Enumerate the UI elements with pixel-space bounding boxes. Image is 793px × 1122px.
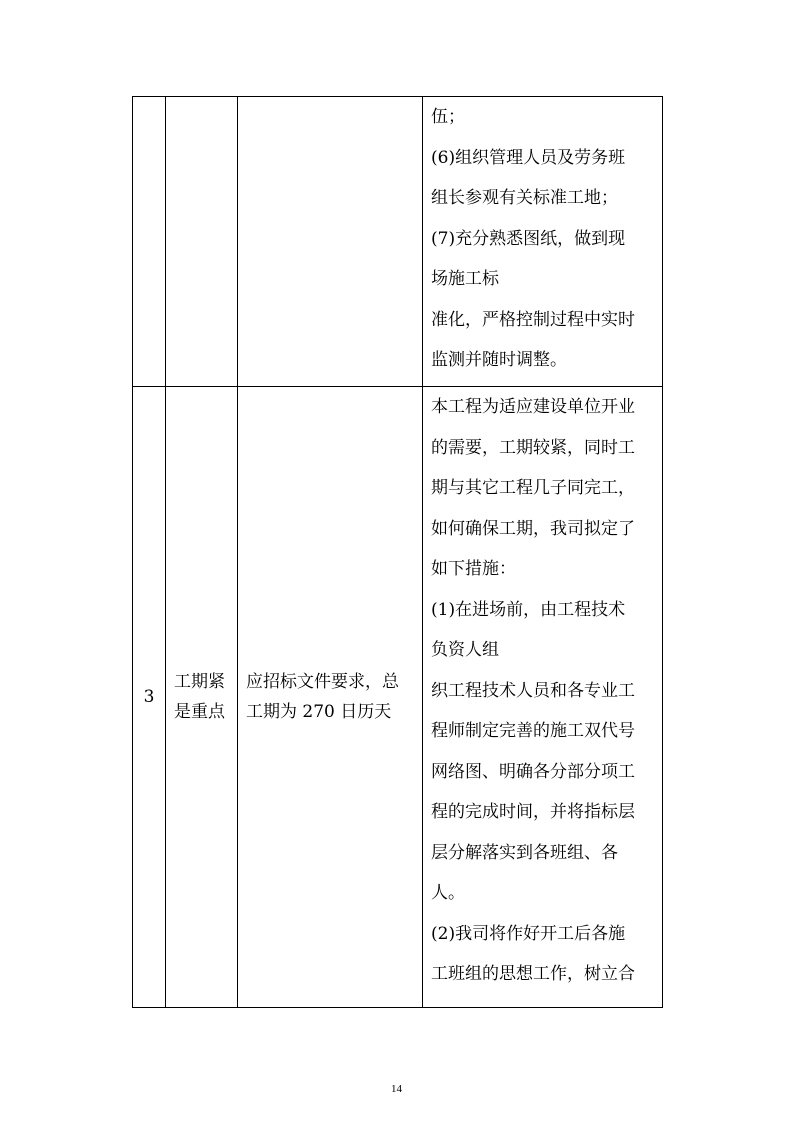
measure-line: 本工程为适应建设单位开业 <box>431 397 635 417</box>
measure-line: 准化，严格控制过程中实时 <box>431 309 635 330</box>
measure-line: 网络图、明确各分部分项工 <box>431 761 635 782</box>
measure-line: (6)组织管理人员及劳务班 <box>431 147 626 168</box>
row-measure-cell <box>423 387 663 1008</box>
row-measure-cell <box>423 97 663 387</box>
measure-line: 组长参观有关标准工地； <box>431 188 618 208</box>
measure-line: 程师制定完善的施工双代号 <box>431 721 635 741</box>
table-row <box>133 387 663 1008</box>
measure-line: (2)我司将作好开工后各施 <box>431 923 626 944</box>
title-line: 是重点 <box>174 702 225 722</box>
measure-line: 如下措施： <box>431 559 516 579</box>
measure-line: 的需要，工期较紧，同时工 <box>431 437 635 458</box>
row-requirement-cell <box>238 97 423 387</box>
measure-line: 织工程技术人员和各专业工 <box>431 680 635 701</box>
requirement-line: 应招标文件要求，总 <box>246 672 399 692</box>
measure-line: 场施工标 <box>431 269 499 289</box>
row-number-cell <box>133 97 166 387</box>
measure-line: (1)在进场前，由工程技术 <box>431 599 626 620</box>
row-number-cell: 3 <box>133 387 166 1008</box>
measure-line: 如何确保工期，我司拟定了 <box>431 518 635 539</box>
page-number: 14 <box>391 1083 402 1095</box>
measures-table <box>132 96 663 1008</box>
measure-line: (7)充分熟悉图纸，做到现 <box>431 228 626 249</box>
row-title-cell <box>166 97 238 387</box>
measure-line: 伍； <box>431 107 465 127</box>
measure-line: 期与其它工程几子同完工， <box>431 478 635 498</box>
measure-line: 监测并随时调整。 <box>431 350 567 370</box>
table-row <box>133 97 663 387</box>
title-line: 工期紧 <box>174 672 225 692</box>
measure-line: 负资人组 <box>431 640 499 660</box>
measure-line: 程的完成时间，并将指标层 <box>431 802 635 822</box>
measure-line: 人。 <box>431 883 465 903</box>
row-title-cell <box>166 387 238 1008</box>
measure-line: 层分解落实到各班组、各 <box>431 842 618 863</box>
requirement-line: 工期为 270 日历天 <box>246 702 392 722</box>
measure-line: 工班组的思想工作，树立合 <box>431 964 635 984</box>
row-requirement-cell <box>238 387 423 1008</box>
